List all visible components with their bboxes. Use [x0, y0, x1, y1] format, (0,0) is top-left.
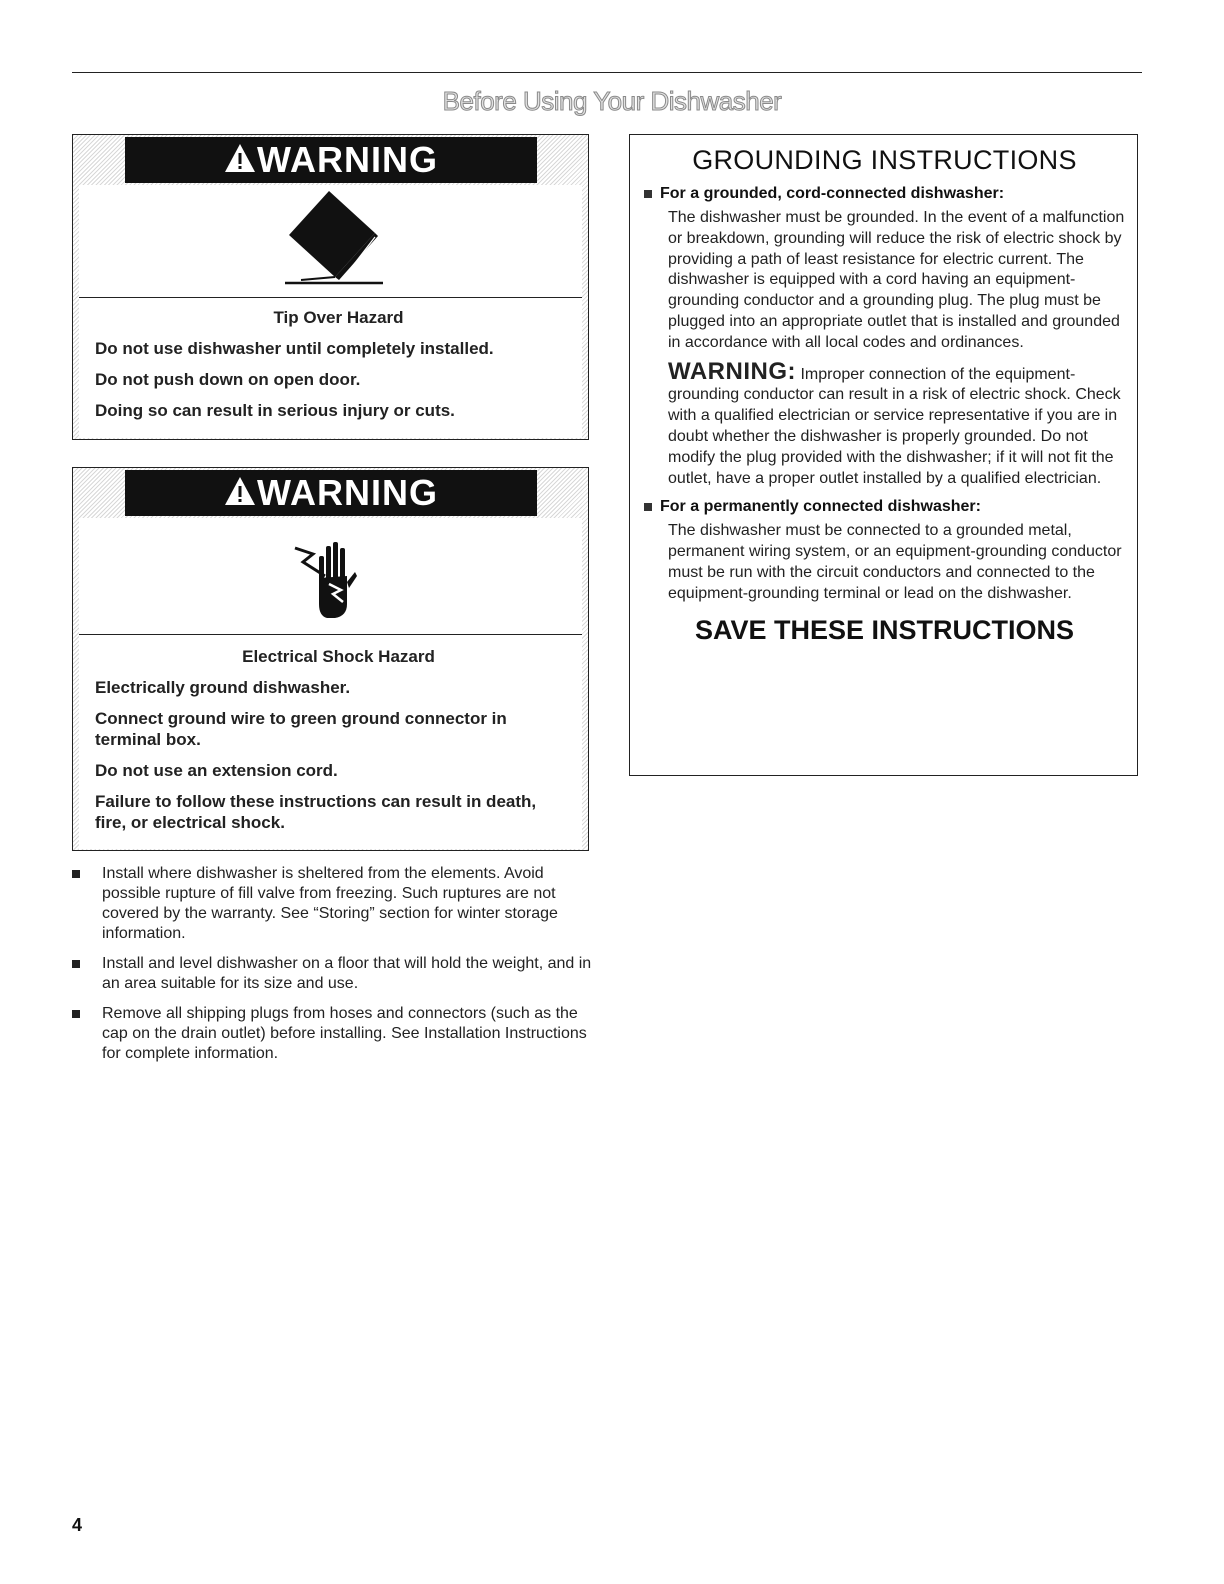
grounding-warning-text: Improper connection of the equipment-grounding conductor can result in a risk of electric shock. Check with a qualified electrician or service representative if you are in doubt whether the dishwasher is properly grounded. Do not modify the plug provided with the dishwasher; if it will not fit the outlet, have a proper outlet installed by a qualified electrician.	[668, 365, 1121, 487]
bullet-square-icon	[72, 960, 80, 968]
warning-line: Electrically ground dishwasher.	[95, 678, 351, 697]
section-title: Before Using Your Dishwasher	[442, 86, 782, 116]
top-rule	[72, 72, 1142, 73]
grounding-warning-paragraph	[668, 357, 1125, 490]
grounding-title: GROUNDING INSTRUCTIONS	[692, 145, 1077, 175]
electrical-shock-warning-box	[72, 467, 589, 851]
warning-label: WARNING	[257, 472, 438, 513]
install-bullets	[72, 864, 592, 1074]
icon-area	[79, 185, 582, 297]
hazard-title: Tip Over Hazard	[273, 308, 404, 327]
warning-header	[73, 135, 588, 185]
icon-area	[79, 518, 582, 634]
warning-body	[79, 298, 582, 438]
save-instructions-title: SAVE THESE INSTRUCTIONS	[694, 614, 1075, 645]
warning-line: Doing so can result in serious injury or cuts.	[95, 401, 455, 420]
bullet-square-icon	[644, 503, 652, 511]
electrical-shock-hand-icon	[291, 524, 371, 629]
warning-line: Connect ground wire to green ground connector in terminal box.	[95, 709, 507, 749]
warning-header	[73, 468, 588, 518]
list-item: Remove all shipping plugs from hoses and connectors (such as the cap on the drain outlet) before installing. See Installation Instructions for complete information.	[72, 1004, 592, 1064]
page-number: 4	[72, 1515, 83, 1535]
warning-line: Do not use dishwasher until completely installed.	[95, 339, 494, 358]
tip-over-warning-box	[72, 134, 589, 440]
permanent-connection-heading: For a permanently connected dishwasher:	[644, 497, 1125, 517]
warning-triangle-icon	[223, 475, 257, 512]
tip-over-hazard-icon	[271, 189, 391, 294]
warning-line: Do not use an extension cord.	[95, 761, 338, 780]
warning-line: Do not push down on open door.	[95, 370, 361, 389]
hazard-title: Electrical Shock Hazard	[242, 647, 435, 666]
cord-connected-heading: For a grounded, cord-connected dishwasher:	[644, 184, 1125, 204]
list-item: Install where dishwasher is sheltered from the elements. Avoid possible rupture of fill valve from freezing. Such ruptures are not covered by the warranty. See “Storing” section for winter storage information.	[72, 864, 592, 944]
bullet-square-icon	[72, 1010, 80, 1018]
warning-label: WARNING	[257, 139, 438, 180]
bullet-square-icon	[644, 190, 652, 198]
warning-body	[79, 635, 582, 849]
grounding-instructions-box	[629, 134, 1138, 776]
warning-triangle-icon	[223, 142, 257, 179]
cord-connected-text: The dishwasher must be grounded. In the event of a malfunction or breakdown, grounding will reduce the risk of electric shock by providing a path of least resistance for electric current. The dishwasher is equipped with a cord having an equipment-grounding conductor and a grounding plug. The plug must be plugged into an appropriate outlet that is installed and grounded in accordance with all local codes and ordinances.	[668, 209, 1125, 351]
bullet-square-icon	[72, 870, 80, 878]
grounding-warning-label: WARNING:	[668, 357, 796, 385]
list-item: Install and level dishwasher on a floor that will hold the weight, and in an area suitable for its size and use.	[72, 954, 592, 994]
warning-line: Failure to follow these instructions can result in death, fire, or electrical shock.	[95, 792, 537, 832]
permanent-connection-text: The dishwasher must be connected to a grounded metal, permanent wiring system, or an equipment-grounding conductor must be run with the circuit conductors and connected to the equipment-grounding terminal or lead on the dishwasher.	[668, 522, 1122, 602]
